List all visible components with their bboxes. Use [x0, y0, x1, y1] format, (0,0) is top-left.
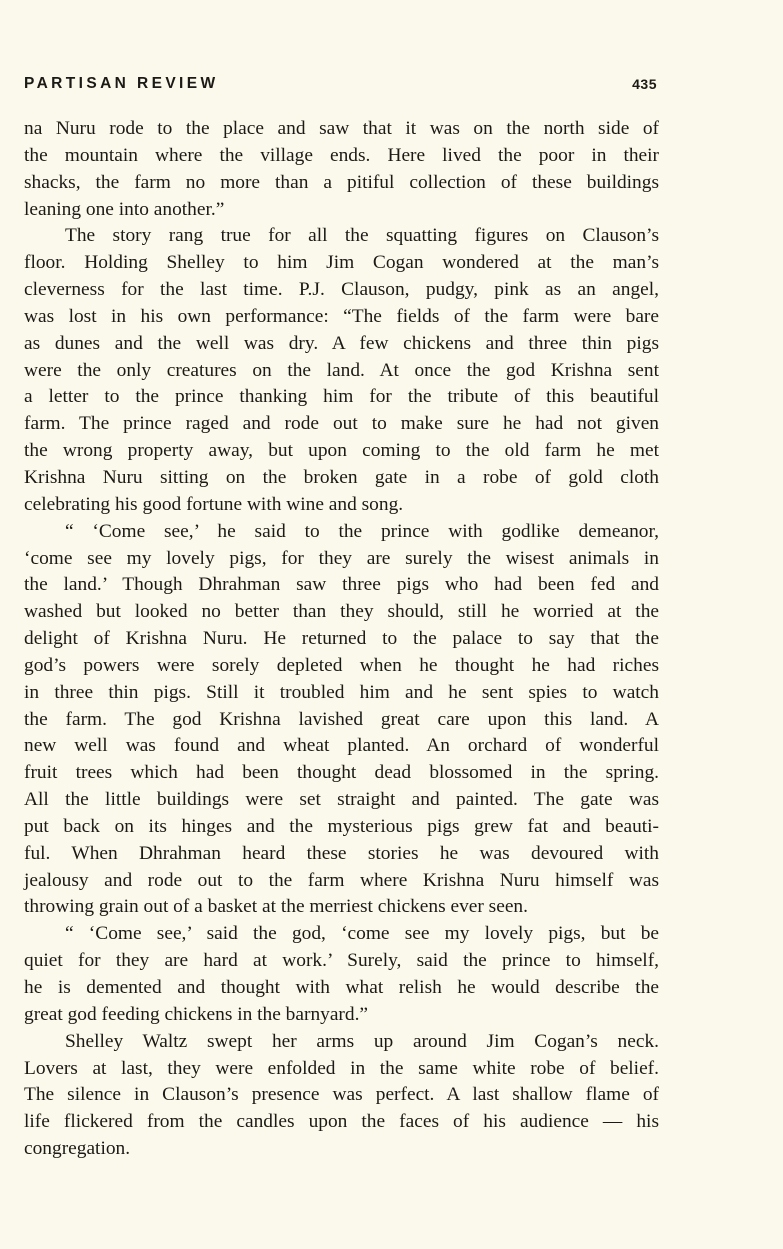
text-line: the wrong property away, but upon coming to the old farm he met	[24, 440, 659, 462]
text-line: washed but looked no better than they should, still he worried at the	[24, 601, 659, 623]
text-line: as dunes and the well was dry. A few chickens and three thin pigs	[24, 332, 659, 354]
body-text	[24, 116, 659, 1163]
text-line: was lost in his own performance: “The fields of the farm were bare	[24, 305, 659, 327]
page-number: 435	[632, 76, 657, 92]
text-line: a letter to the prince thanking him for the tribute of this beautiful	[24, 386, 659, 408]
text-line: congregation.	[24, 1138, 131, 1160]
text-line: The silence in Clauson’s presence was perfect. A last shallow flame of	[24, 1084, 659, 1106]
running-head	[24, 72, 657, 96]
text-line: leaning one into another.”	[24, 198, 225, 220]
text-line: farm. The prince raged and rode out to make sure he had not given	[24, 413, 659, 435]
text-line: throwing grain out of a basket at the merriest chickens ever seen.	[24, 896, 528, 918]
text-line: celebrating his good fortune with wine and song.	[24, 493, 404, 515]
text-line: ful. When Dhrahman heard these stories he was devoured with	[24, 842, 659, 864]
text-line: quiet for they are hard at work.’ Surely, said the prince to himself,	[24, 950, 659, 972]
text-line: The story rang true for all the squatting figures on Clauson’s	[65, 225, 659, 247]
text-line: jealousy and rode out to the farm where Krishna Nuru himself was	[24, 869, 659, 891]
text-line: he is demented and thought with what relish he would describe the	[24, 977, 659, 998]
text-line: the farm. The god Krishna lavished great care upon this land. A	[24, 708, 659, 730]
text-line: were the only creatures on the land. At once the god Krishna sent	[24, 359, 659, 381]
text-line: Krishna Nuru sitting on the broken gate in a robe of gold cloth	[24, 466, 659, 488]
text-line: life flickered from the candles upon the faces of his audience — his	[24, 1111, 659, 1133]
text-line: All the little buildings were set straight and painted. The gate was	[24, 789, 659, 811]
text-line: the mountain where the village ends. Here lived the poor in their	[24, 144, 659, 166]
text-line: put back on its hinges and the mysterious pigs grew fat and beauti-	[24, 815, 659, 837]
text-line: “ ‘Come see,’ he said to the prince with godlike demeanor,	[65, 520, 659, 542]
text-line: delight of Krishna Nuru. He returned to the palace to say that the	[24, 628, 659, 650]
text-line: “ ‘Come see,’ said the god, ‘come see my lovely pigs, but be	[65, 923, 659, 945]
text-line: floor. Holding Shelley to him Jim Cogan wondered at the man’s	[24, 252, 659, 274]
text-line: god’s powers were sorely depleted when he thought he had riches	[24, 654, 659, 676]
text-line: the land.’ Though Dhrahman saw three pigs who had been fed and	[24, 574, 659, 596]
text-line: great god feeding chickens in the barnyard.”	[24, 1003, 369, 1025]
text-line: in three thin pigs. Still it troubled him and he sent spies to watch	[24, 681, 659, 703]
text-line: shacks, the farm no more than a pitiful collection of these buildings	[24, 171, 659, 193]
journal-title: PARTISAN REVIEW	[24, 75, 219, 92]
text-line: ‘come see my lovely pigs, for they are surely the wisest animals in	[24, 547, 659, 569]
text-line: new well was found and wheat planted. An orchard of wonderful	[24, 735, 659, 757]
text-line: fruit trees which had been thought dead blossomed in the spring.	[24, 762, 659, 784]
text-line: na Nuru rode to the place and saw that it was on the north side of	[24, 118, 659, 139]
text-line: cleverness for the last time. P.J. Clauson, pudgy, pink as an angel,	[24, 279, 659, 301]
text-line: Shelley Waltz swept her arms up around Jim Cogan’s neck.	[65, 1030, 659, 1052]
text-line: Lovers at last, they were enfolded in the same white robe of belief.	[24, 1057, 659, 1079]
